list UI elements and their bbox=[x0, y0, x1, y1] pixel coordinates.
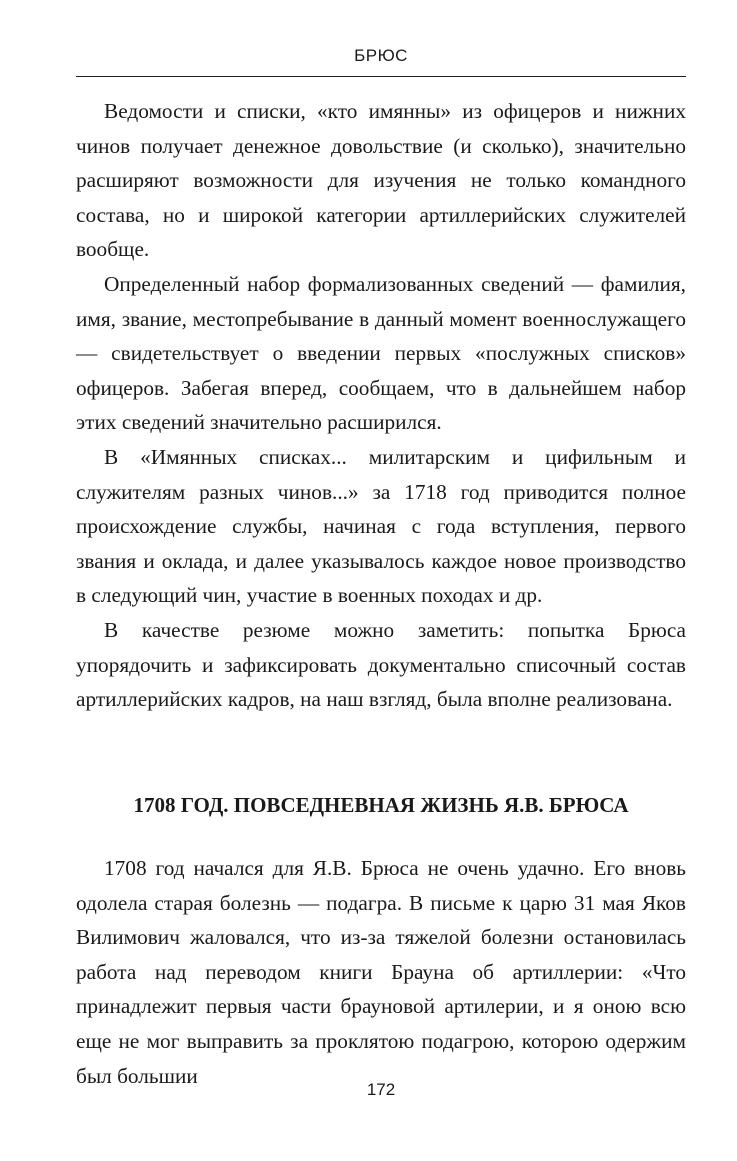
paragraph: Определенный набор формализованных сведений — фамилия, имя, звание, местопребывание в данный момент военнослужащего — свидетельствует о введении первых «послужных списков» офицеров. Забегая вперед, сообщаем, что в дальнейшем набор этих сведений значительно расширился. bbox=[76, 271, 686, 435]
header-rule bbox=[76, 76, 686, 77]
paragraph: В «Имянных списках... милитарским и цифильным и служителям разных чинов...» за 1718 год приводится полное происхождение службы, начиная с года вступления, первого звания и оклада, и далее указывалось каждое новое производство в следующий чин, участие в военных походах и др. bbox=[76, 444, 686, 608]
running-title: БРЮС bbox=[354, 46, 408, 65]
paragraph: Ведомости и списки, «кто имянны» из офицеров и нижних чинов получает денежное довольствие (и сколько), значительно расширяют возможности для изучения не только командного состава, но и широкой категории артиллерийских служителей вообще. bbox=[76, 99, 686, 262]
text-block-1 bbox=[76, 94, 686, 717]
paragraph: 1708 год начался для Я.В. Брюса не очень удачно. Его вновь одолела старая болезнь — подагра. В письме к царю 31 мая Яков Вилимович жаловался, что из-за тяжелой болезни остановилась работа над переводом книги Брауна об артиллерии: «Что принадлежит первыя части брауновой артилерии, и я оною всю еще не мог выправить за проклятою подагрою, которою одержим был большии bbox=[76, 856, 686, 1088]
paragraph: В качестве резюме можно заметить: попытка Брюса упорядочить и зафиксировать документально списочный состав артиллерийских кадров, на наш взгляд, была вполне реализована. bbox=[76, 617, 686, 712]
section-heading: 1708 ГОД. ПОВСЕДНЕВНАЯ ЖИЗНЬ Я.В. БРЮСА bbox=[133, 793, 629, 817]
page-number: 172 bbox=[366, 1080, 396, 1099]
text-block-2 bbox=[76, 851, 686, 1093]
